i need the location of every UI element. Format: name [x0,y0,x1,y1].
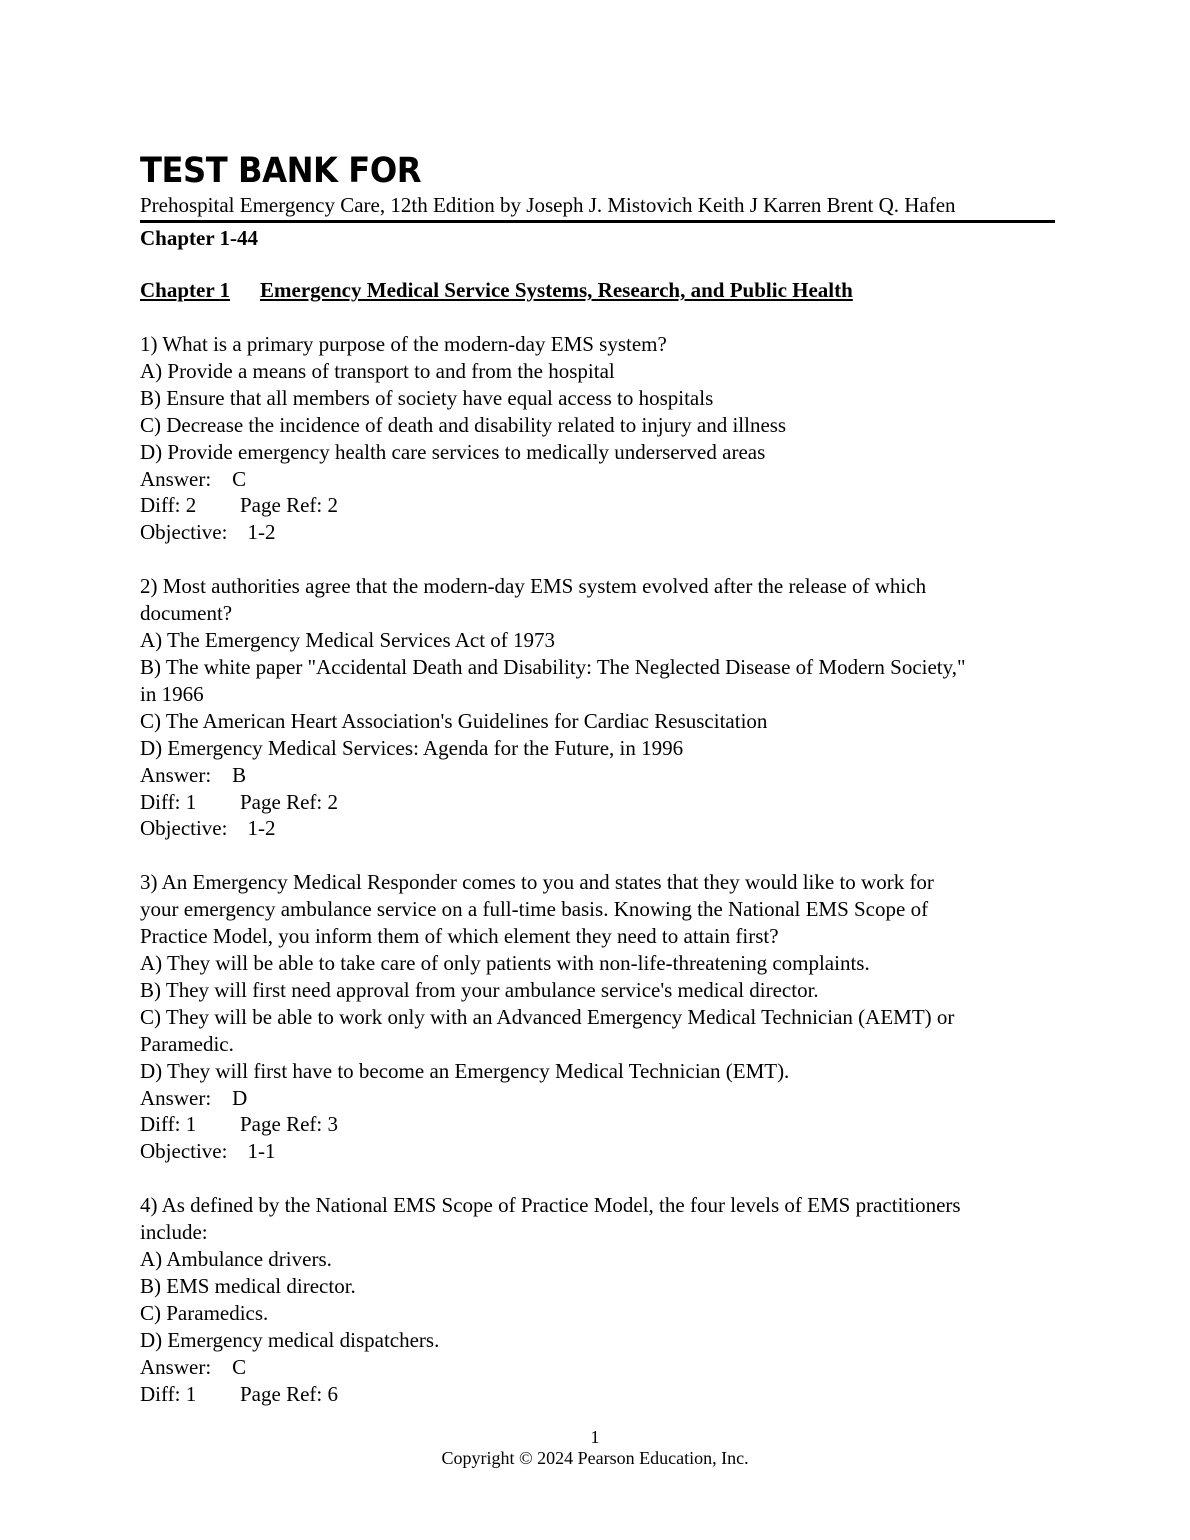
question-stem-line: document? [140,601,233,626]
question-stem-line: 4) As defined by the National EMS Scope of Practice Model, the four levels of EMS practitioners [140,1193,961,1218]
question-block [140,573,1055,842]
question-stem-line: your emergency ambulance service on a full-time basis. Knowing the National EMS Scope of [140,897,929,922]
difficulty: Diff: 1 [140,1112,197,1137]
page-footer [0,1427,1190,1469]
question-block [140,331,1055,546]
answer-option-line: C) The American Heart Association's Guidelines for Cardiac Resuscitation [140,708,768,733]
chapter-number: Chapter 1 [140,278,231,302]
answer-option-line: D) Provide emergency health care services to medically underserved areas [140,439,766,464]
objective-label: Objective: [140,816,228,841]
answer-option-line: D) Emergency medical dispatchers. [140,1327,440,1352]
answer-value: C [232,466,247,491]
page-ref: Page Ref: 2 [240,493,338,518]
answer-label: Answer: [140,762,212,787]
answer-row [140,1085,1055,1112]
answer-value: B [232,762,247,787]
answer-row [140,762,1055,789]
question-stem-line: 2) Most authorities agree that the modern-day EMS system evolved after the release of which [140,574,927,599]
answer-row [140,466,1055,493]
chapter-range: Chapter 1-44 [140,226,259,250]
answer-option-line: C) Paramedics. [140,1300,269,1325]
chapter-title: Emergency Medical Service Systems, Research, and Public Health [260,278,853,302]
page-ref: Page Ref: 6 [240,1381,338,1406]
objective-row [140,519,1055,546]
answer-option-line: D) They will first have to become an Emergency Medical Technician (EMT). [140,1058,790,1083]
objective-value: 1-1 [247,1139,276,1164]
objective-value: 1-2 [247,816,276,841]
difficulty: Diff: 1 [140,1381,197,1406]
question-list [140,331,1055,1408]
question-stem-line: 3) An Emergency Medical Responder comes to you and states that they would like to work for [140,870,934,895]
answer-label: Answer: [140,1085,212,1110]
answer-option-line: A) They will be able to take care of only patients with non-life-threatening complaints. [140,951,870,976]
answer-option-line: B) They will first need approval from your ambulance service's medical director. [140,977,819,1002]
answer-option-line: B) The white paper "Accidental Death and Disability: The Neglected Disease of Modern Society," [140,654,966,679]
answer-row [140,1354,1055,1381]
question-stem-line: Practice Model, you inform them of which element they need to attain first? [140,924,779,949]
objective-value: 1-2 [247,520,276,545]
answer-option-line: A) The Emergency Medical Services Act of 1973 [140,628,556,653]
objective-label: Objective: [140,1139,228,1164]
chapter-heading [140,277,1055,304]
question-block [140,1192,1055,1407]
difficulty: Diff: 2 [140,493,197,518]
answer-option-line: A) Ambulance drivers. [140,1247,332,1272]
objective-label: Objective: [140,520,228,545]
copyright-notice: Copyright © 2024 Pearson Education, Inc. [441,1448,749,1468]
page-number: 1 [590,1427,600,1447]
answer-value: C [232,1354,247,1379]
answer-label: Answer: [140,1354,212,1379]
answer-option-line: C) Decrease the incidence of death and disability related to injury and illness [140,412,787,437]
question-block [140,869,1055,1165]
difficulty-row [140,492,1055,519]
difficulty-row [140,1111,1055,1138]
page-ref: Page Ref: 2 [240,789,338,814]
book-subtitle: Prehospital Emergency Care, 12th Edition by Joseph J. Mistovich Keith J Karren Brent Q. Hafen [140,192,1055,223]
answer-label: Answer: [140,466,212,491]
page-content [140,150,1055,1435]
answer-option-line: B) Ensure that all members of society have equal access to hospitals [140,385,714,410]
difficulty-row [140,789,1055,816]
objective-row [140,815,1055,842]
answer-option-line: C) They will be able to work only with an Advanced Emergency Medical Technician (AEMT) or [140,1004,955,1029]
difficulty-row [140,1381,1055,1408]
difficulty: Diff: 1 [140,789,197,814]
answer-option-line: D) Emergency Medical Services: Agenda for the Future, in 1996 [140,735,684,760]
answer-option-line: in 1966 [140,681,204,706]
question-stem-line: 1) What is a primary purpose of the modern-day EMS system? [140,332,667,356]
answer-option-line: B) EMS medical director. [140,1274,356,1298]
page-ref: Page Ref: 3 [240,1112,338,1137]
objective-row [140,1138,1055,1165]
banner-title: TEST BANK FOR [140,151,422,191]
answer-option-line: Paramedic. [140,1031,234,1056]
answer-option-line: A) Provide a means of transport to and from the hospital [140,358,615,383]
question-stem-line: include: [140,1220,208,1245]
answer-value: D [232,1085,248,1110]
